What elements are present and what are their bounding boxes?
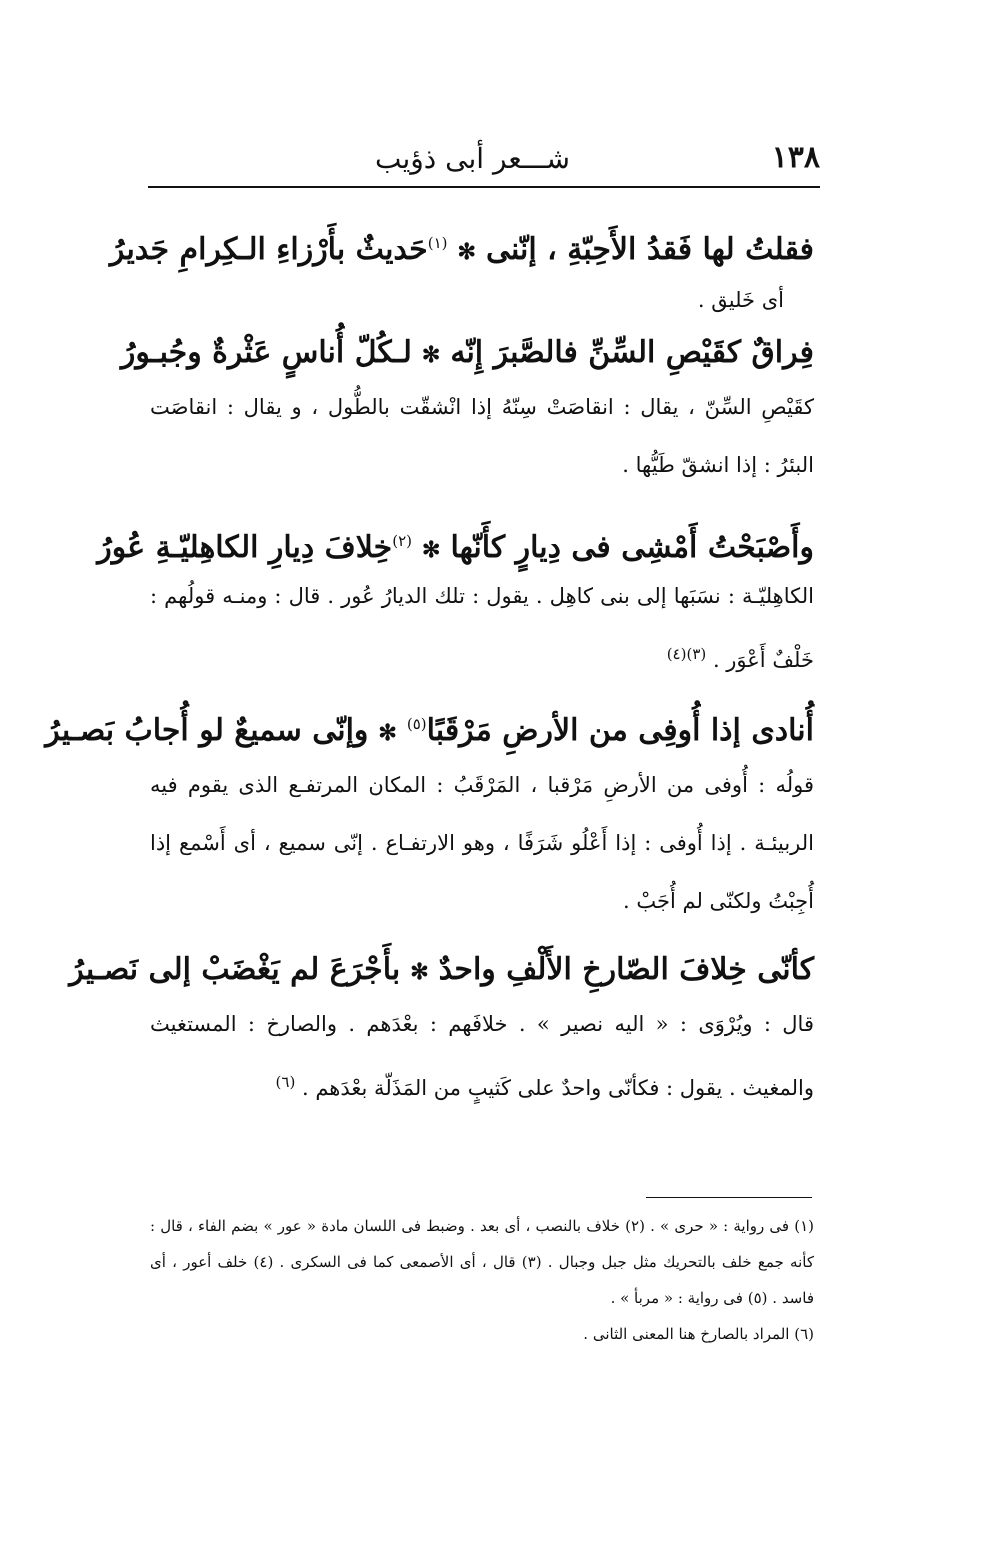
verse-hemistich-second: وإنّى سميعٌ لو أُجابُ بَصـيرُ xyxy=(45,713,369,748)
footnote-ref: (٣) xyxy=(686,645,707,663)
footnote-ref: (٥) xyxy=(406,715,427,733)
running-title: شـــعر أبى ذؤيب xyxy=(374,142,570,175)
verse-hemistich-first: فِراقٌ كقَيْصِ السِّنِّ فالصَّبرَ إِنّه xyxy=(450,335,814,370)
verse-hemistich-first: فقلتُ لها فَقدُ الأَحِبّةِ ، إنّنى xyxy=(485,232,814,267)
gloss-text: الكاهِليّـة : نسَبَها إلى بنى كاهِل . يقول : تلك الديارُ عُور . قال : ومنـه قولُهم : خَلْفٌ أَعْوَر . $^{(٣)(٤)}$ xyxy=(150,584,814,672)
footnote-paragraph: (١) فى رواية : « حرى » . (٢) خلاف بالنصب ، أى بعد . وضبط فى اللسان مادة « عور » بضم الفاء ، قال : كأنه جمع خلف بالتحريك مثل جبل وجبال . (٣) قال ، أى الأصمعى كما فى السكرى . (٤) خلف أعور ، أى فاسد . (٥) فى رواية : « مربأ » . xyxy=(150,1217,814,1307)
verse-line xyxy=(97,530,814,565)
verse-line xyxy=(45,713,814,748)
verse-hemistich-second: $^{(١)}$حَديثٌ بأَرْزاءِ الـكِرامِ جَديرُ xyxy=(109,232,448,267)
verse-line xyxy=(120,335,814,370)
footnote-paragraph: (٦) المراد بالصارخ هنا المعنى الثانى . xyxy=(583,1325,814,1343)
verse-hemistich-second: لـكُلّ أُناسٍ عَثْرةٌ وجُبـورُ xyxy=(120,335,412,370)
verse-separator: ✻ xyxy=(422,537,441,563)
page-header xyxy=(148,140,820,188)
verse-separator: ✻ xyxy=(410,959,429,985)
footnote-ref: (٦) xyxy=(275,1073,296,1091)
gloss-text: كقَيْصِ السِّنّ ، يقال : انقاصَتْ سِنّهُ إذا انْشقّت بالطُّول ، و يقال : انقاصَت البئرُ : إذا انشقّ طَيُّها . xyxy=(150,395,814,477)
page-number: ١٣٨ xyxy=(771,140,820,175)
verse-line xyxy=(69,952,814,987)
footnote-rule xyxy=(646,1197,812,1198)
verse-line xyxy=(109,232,814,267)
verse-hemistich-first: أُنادى إذا أُوفِى من الأرضِ مَرْقَبًا$^{(٥)}$ xyxy=(406,713,814,748)
verse-separator: ✻ xyxy=(421,342,441,368)
gloss-text: أى خَليق . xyxy=(697,288,784,312)
footnote-ref: (١) xyxy=(427,234,448,252)
verse-separator: ✻ xyxy=(457,239,476,265)
text-body xyxy=(45,196,814,1117)
gloss-text: قال : ويُرْوَى : « اليه نصير » . خلافَهم : بعْدَهم . والصارخ : المستغيث والمغيث . يقول : فكأنّى واحدٌ على كَثيبٍ من المَذَلّة بعْدَهم . $^{(٦)}$ xyxy=(150,1012,814,1100)
gloss-text: قولُه : أُوفى من الأرضِ مَرْقبا ، المَرْقَبُ : المكان المرتفـع الذى يقوم فيه الربيئـة . إذا أُوفى : إذا أَعْلُو شَرَفًا ، وهو الارتفـاع . إنّى سميع ، أى أَسْمع إذا أُجِبْتُ ولكنّى لم أُجَبْ . xyxy=(150,773,814,913)
verse-hemistich-second: بأَجْرَعَ لم يَغْضَبْ إلى نَصـيرُ xyxy=(69,952,401,987)
footnotes xyxy=(150,1208,814,1352)
verse-hemistich-first: وأَصْبَحْتُ أَمْشِى فى دِيارٍ كأَنّها xyxy=(450,530,814,565)
verse-separator: ✻ xyxy=(378,720,397,746)
footnote-ref: (٤) xyxy=(666,645,687,663)
verse-hemistich-first: كأنّى خِلافَ الصّارخِ الأَلْفِ واحدٌ xyxy=(438,952,814,987)
footnote-ref: (٢) xyxy=(392,532,413,550)
verse-hemistich-second: $^{(٢)}$خِلافَ دِيارِ الكاهِليّـةِ عُورُ xyxy=(97,530,413,565)
